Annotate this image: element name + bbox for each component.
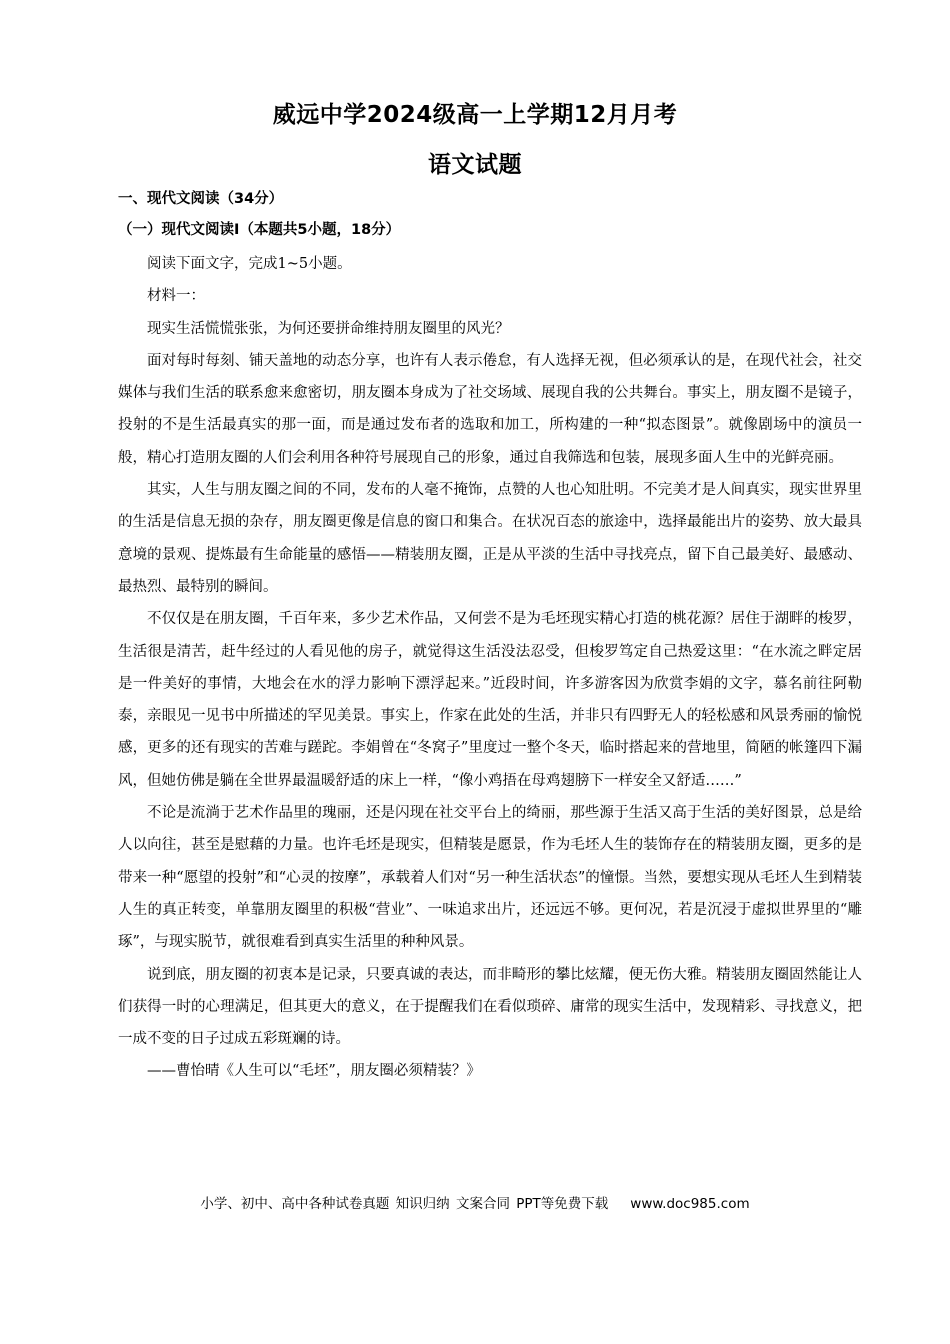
- material-label: 材料一：: [147, 288, 205, 305]
- paragraph-2: 面对每时每刻、铺天盖地的动态分享，也许有人表示倦怠，有人选择无视，但必须承认的是，在现代社会，社交媒体与我们生活的联系愈来愈密切，朋友圈本身成为了社交场域、展现自我的公共舞台。事实上，朋友圈不是镜子，投射的不是生活最真实的那一面，而是通过发布者的选取和加工，所构建的一种“拟态图景”。就像剧场中的演员一般，精心打造朋友圈的人们会利用各种符号展现自己的形象，通过自我筛选和包装，展现多面人生中的光鲜亮丽。: [118, 352, 862, 466]
- section-heading: 一、现代文阅读（34分）: [118, 191, 284, 207]
- source-attribution: ——曹怡晴《人生可以“毛坯”，朋友圈必须精装？》: [147, 1063, 481, 1080]
- instruction-text: 阅读下面文字，完成1~5小题。: [147, 256, 352, 272]
- paragraph-4: 不仅仅是在朋友圈，千百年来，多少艺术作品，又何尝不是为毛坯现实精心打造的桃花源？居住于湖畔的梭罗，生活很是清苦，赶牛经过的人看见他的房子，就觉得这生活没法忍受，但梭罗笃定自己热爱这里：“在水流之畔定居是一件美好的事情，大地会在水的浮力影响下漂浮起来。”近段时间，许多游客因为欣赏李娟的文字，慕名前往阿勒泰，亲眼见一见书中所描述的罕见美景。事实上，作家在此处的生活，并非只有四野无人的轻松感和风景秀丽的愉悦感，更多的还有现实的苦难与蹉跎。李娟曾在“冬窝子”里度过一整个冬天，临时搭起来的营地里，简陋的帐篷四下漏风，但她仿佛是躺在全世界最温暖舒适的床上一样，“像小鸡捂在母鸡翅膀下一样安全又舒适……”: [118, 611, 862, 789]
- footer-url: www.doc985.com: [630, 1196, 750, 1212]
- exam-subject-title: 语文试题: [428, 152, 522, 178]
- paragraph-5: 不论是流淌于艺术作品里的瑰丽，还是闪现在社交平台上的绮丽，那些源于生活又高于生活的美好图景，总是给人以向往，甚至是慰藉的力量。也许毛坯是现实，但精装是愿景，作为毛坯人生的装饰存在的精装朋友圈，更多的是带来一种“愿望的投射”和“心灵的按摩”，承载着人们对“另一种生活状态”的憧憬。当然，要想实现从毛坯人生到精装人生的真正转变，单靠朋友圈里的积极“营业”、一味追求出片，还远远不够。更何况，若是沉浸于虚拟世界里的“雕琢”，与现实脱节，就很难看到真实生活里的种种风景。: [118, 805, 862, 951]
- paragraph-3: 其实，人生与朋友圈之间的不同，发布的人毫不掩饰，点赞的人也心知肚明。不完美才是人间真实，现实世界里的生活是信息无损的杂存，朋友圈更像是信息的窗口和集合。在状况百态的旅途中，选择最能出片的姿势、放大最具意境的景观、提炼最有生命能量的感悟——精装朋友圈，正是从平淡的生活中寻找亮点，留下自己最美好、最感动、最热烈、最特别的瞬间。: [118, 482, 862, 595]
- footer-text: 小学、初中、高中各种试卷真题 知识归纳 文案合同 PPT等免费下载: [200, 1196, 609, 1212]
- page-footer: [0, 1192, 950, 1212]
- paragraph-6: 说到底，朋友圈的初衷本是记录，只要真诚的表达，而非畸形的攀比炫耀，便无伤大雅。精装朋友圈固然能让人们获得一时的心理满足，但其更大的意义，在于提醒我们在看似琐碎、庸常的现实生活中，发现精彩、寻找意义，把一成不变的日子过成五彩斑斓的诗。: [118, 966, 862, 1048]
- paragraph-1: 现实生活慌慌张张，为何还要拼命维持朋友圈里的风光？: [147, 320, 510, 337]
- exam-title: 威远中学2024级高一上学期12月月考: [272, 102, 678, 128]
- subsection-heading: （一）现代文阅读Ⅰ（本题共5小题，18分）: [118, 222, 401, 238]
- reading-passage: [118, 248, 862, 1088]
